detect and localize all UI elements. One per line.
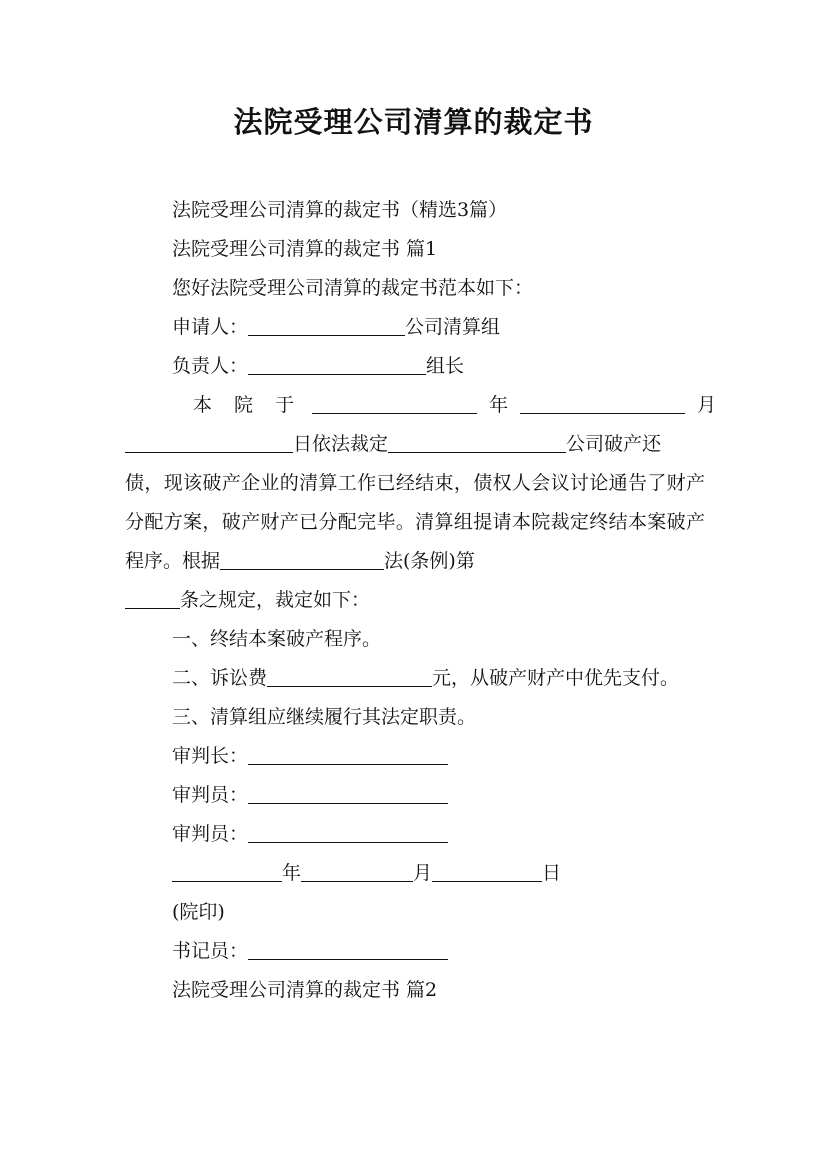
applicant-line — [125, 308, 705, 347]
bankruptcy-text: 公司破产还 — [566, 433, 662, 455]
article-line — [125, 581, 705, 620]
fee-blank — [267, 664, 432, 687]
judge-line-2 — [125, 815, 705, 854]
subtitle: 法院受理公司清算的裁定书（精选3篇） — [172, 199, 508, 221]
judge1-label: 审判员： — [172, 784, 249, 806]
law-text: 法(条例)第 — [384, 550, 475, 572]
judge2-blank — [248, 820, 448, 843]
clerk-line — [125, 932, 705, 971]
day-text: 日依法裁定 — [293, 433, 389, 455]
leader-label: 负责人： — [172, 355, 249, 377]
judge1-blank — [248, 781, 448, 804]
clerk-label: 书记员： — [172, 940, 249, 962]
item2-prefix: 二、诉讼费 — [172, 667, 268, 689]
ruling-item-3: 三、清算组应继续履行其法定职责。 — [172, 706, 477, 728]
section2-heading: 法院受理公司清算的裁定书 篇2 — [172, 979, 438, 1001]
section1-heading: 法院受理公司清算的裁定书 篇1 — [172, 238, 438, 260]
item2-suffix: 元，从破产财产中优先支付。 — [432, 667, 680, 689]
ruling-item-2 — [125, 659, 705, 698]
court-year-blank — [312, 391, 477, 414]
leader-blank — [248, 352, 426, 375]
law-blank — [220, 547, 384, 570]
sign-year-blank — [172, 859, 282, 882]
leader-suffix: 组长 — [426, 355, 465, 377]
day-line — [125, 425, 705, 464]
chief-judge-label: 审判长： — [172, 745, 249, 767]
court-month-label: 月 — [697, 394, 717, 416]
body-text: 债，现该破产企业的清算工作已经结束，债权人会议讨论通告了财产分配方案，破产财产已分配完毕。清算组提请本院裁定终结本案破产程序。根据 — [125, 472, 705, 572]
chief-judge-blank — [248, 742, 448, 765]
sign-day-blank — [432, 859, 542, 882]
applicant-blank — [248, 313, 405, 336]
document-body — [125, 191, 717, 1010]
court-prefix: 本 院 于 — [193, 394, 303, 416]
signature-date-line — [125, 854, 705, 893]
document-title: 法院受理公司清算的裁定书 — [233, 105, 594, 139]
intro-text: 您好法院受理公司清算的裁定书范本如下： — [172, 277, 534, 299]
applicant-suffix: 公司清算组 — [405, 316, 501, 338]
leader-line — [125, 347, 705, 386]
court-date-line — [125, 386, 717, 425]
company-blank — [388, 430, 566, 453]
body-paragraph — [125, 464, 705, 581]
judge-line-1 — [125, 776, 705, 815]
sign-day-label: 日 — [542, 862, 562, 884]
article-blank — [125, 586, 180, 609]
sign-month-blank — [301, 859, 413, 882]
applicant-label: 申请人： — [172, 316, 249, 338]
chief-judge-line — [125, 737, 705, 776]
court-seal: (院印) — [172, 901, 225, 923]
sign-year-label: 年 — [282, 862, 302, 884]
court-year-label: 年 — [489, 394, 509, 416]
court-day-blank — [125, 430, 293, 453]
judge2-label: 审判员： — [172, 823, 249, 845]
clerk-blank — [248, 937, 448, 960]
ruling-item-1: 一、终结本案破产程序。 — [172, 628, 382, 650]
court-month-blank — [520, 391, 685, 414]
sign-month-label: 月 — [413, 862, 433, 884]
article-text: 条之规定，裁定如下： — [180, 589, 371, 611]
